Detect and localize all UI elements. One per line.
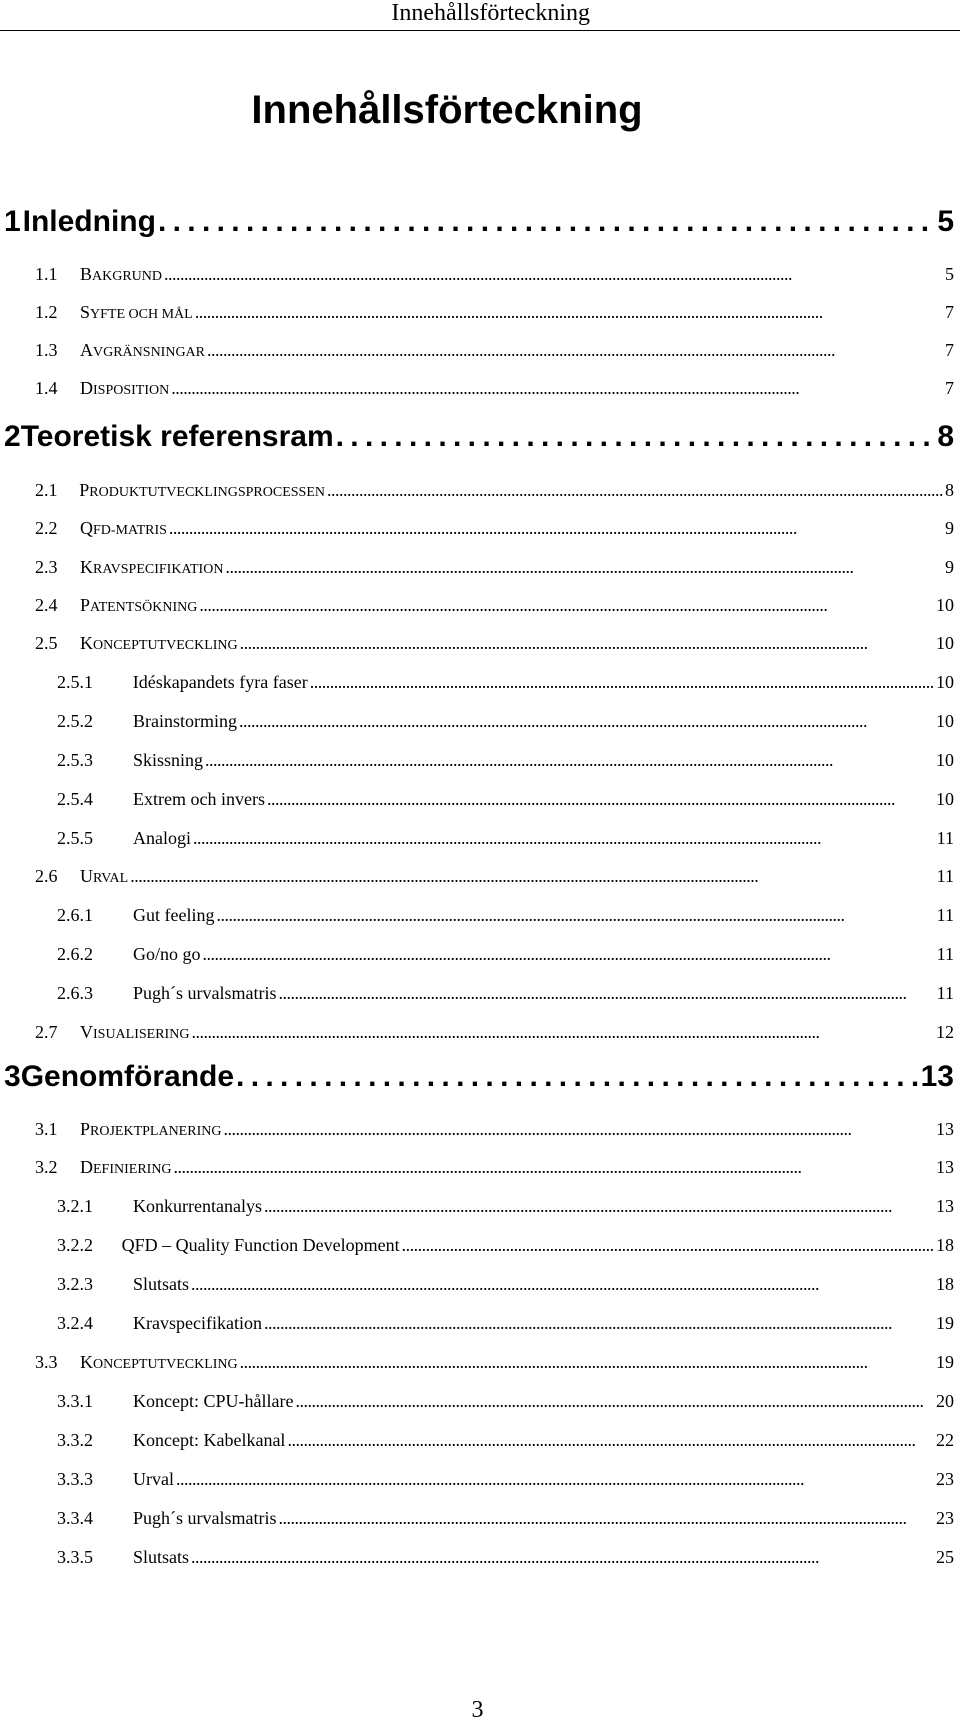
- toc-entry-label: AVGRÄNSNINGAR: [80, 340, 206, 360]
- toc-entry-number: 2.5: [35, 633, 58, 653]
- toc-leader-dots: [199, 595, 934, 616]
- toc-entry[interactable]: [57, 828, 954, 849]
- page-title: Innehållsförteckning: [251, 88, 643, 132]
- toc-entry[interactable]: [35, 302, 954, 323]
- toc-entry-page: 5: [937, 205, 954, 238]
- toc-entry-page: 23: [936, 1508, 954, 1528]
- toc-entry-number: 3.1: [35, 1119, 58, 1139]
- toc-entry[interactable]: [57, 1391, 954, 1412]
- toc-entry[interactable]: [57, 905, 954, 926]
- toc-entry[interactable]: [35, 595, 954, 616]
- toc-entry-page: 13: [936, 1157, 954, 1177]
- toc-entry[interactable]: [57, 1313, 954, 1334]
- toc-entry-label: Pugh´s urvalsmatris: [133, 983, 277, 1003]
- toc-entry-label: PRODUKTUTVECKLINGSPROCESSEN: [79, 480, 325, 500]
- toc-entry-number: 1: [4, 205, 21, 238]
- toc-entry-page: 18: [936, 1274, 954, 1294]
- toc-entry-number: 2.6.1: [57, 905, 93, 925]
- toc-entry[interactable]: [35, 1022, 954, 1043]
- toc-leader-dots: [327, 480, 943, 501]
- toc-entry-label: Idéskapandets fyra faser: [132, 672, 308, 692]
- toc-entry-page: 19: [936, 1352, 954, 1372]
- toc-leader-dots: [191, 1274, 934, 1295]
- toc-entry-page: 11: [936, 866, 954, 886]
- toc-entry-page: 10: [936, 711, 954, 731]
- toc-entry-label: Teoretisk referensram: [20, 420, 334, 453]
- toc-entry[interactable]: [35, 1119, 954, 1140]
- toc-entry-page: 13: [936, 1119, 954, 1139]
- toc-entry-label: Genomförande: [20, 1060, 235, 1093]
- toc-entry-number: 2.6: [35, 866, 58, 886]
- toc-leader-dots: [236, 1060, 919, 1094]
- toc-entry-page: 9: [945, 557, 954, 577]
- toc-leader-dots: [174, 1157, 934, 1178]
- toc-entry-page: 22: [936, 1430, 954, 1450]
- toc-leader-dots: [295, 1391, 934, 1412]
- toc-entry-number: 3.3: [35, 1352, 58, 1372]
- toc-entry[interactable]: [35, 866, 954, 887]
- toc-entry[interactable]: [57, 1508, 954, 1529]
- toc-entry-number: 2.2: [35, 518, 58, 538]
- toc-entry-number: 3.2.4: [57, 1313, 93, 1333]
- toc-entry[interactable]: [0, 205, 954, 239]
- toc-entry-label: Koncept: CPU-hållare: [133, 1391, 294, 1411]
- toc-leader-dots: [176, 1469, 934, 1490]
- toc-entry-label: QFD – Quality Function Development: [121, 1235, 400, 1255]
- toc-entry-number: 2.3: [35, 557, 58, 577]
- toc-entry-page: 7: [945, 378, 954, 398]
- toc-leader-dots: [240, 633, 934, 654]
- toc-leader-dots: [279, 983, 935, 1004]
- toc-entry-label: Pugh´s urvalsmatris: [133, 1508, 277, 1528]
- toc-leader-dots: [207, 340, 943, 361]
- toc-entry-number: 3.2.3: [57, 1274, 93, 1294]
- running-header-title: Innehållsförteckning: [391, 0, 590, 26]
- toc-entry[interactable]: [35, 1157, 954, 1178]
- toc-entry[interactable]: [0, 1060, 954, 1094]
- toc-entry-label: SYFTE OCH MÅL: [80, 302, 193, 322]
- toc-leader-dots: [203, 944, 935, 965]
- toc-leader-dots: [264, 1196, 934, 1217]
- toc-entry-number: 3.3.4: [57, 1508, 93, 1528]
- toc-entry-page: 9: [945, 518, 954, 538]
- toc-leader-dots: [310, 672, 934, 693]
- toc-entry-page: 7: [945, 302, 954, 322]
- toc-entry-label: Koncept: Kabelkanal: [133, 1430, 286, 1450]
- toc-entry-number: 3.3.3: [57, 1469, 93, 1489]
- toc-entry-number: 1.1: [35, 264, 58, 284]
- toc-entry-label: Brainstorming: [133, 711, 237, 731]
- toc-entry-number: 2.5.4: [57, 789, 93, 809]
- toc-entry-number: 2.1: [35, 480, 58, 500]
- toc-entry-label: Slutsats: [133, 1547, 190, 1567]
- toc-entry-number: 1.3: [35, 340, 58, 360]
- toc-entry-page: 19: [936, 1313, 954, 1333]
- toc-entry-page: 25: [936, 1547, 954, 1567]
- toc-entry-label: Kravspecifikation: [133, 1313, 262, 1333]
- toc-entry-page: 10: [936, 789, 954, 809]
- toc-entry-page: 13: [936, 1196, 954, 1216]
- toc-entry[interactable]: [35, 264, 954, 285]
- toc-leader-dots: [336, 420, 936, 454]
- toc-entry[interactable]: [57, 944, 954, 965]
- running-header: [0, 0, 960, 30]
- toc-entry-page: 8: [937, 420, 954, 453]
- toc-entry[interactable]: [35, 518, 954, 539]
- toc-entry-page: 13: [920, 1060, 954, 1093]
- toc-entry[interactable]: [35, 633, 954, 654]
- toc-entry-page: 11: [936, 905, 954, 925]
- toc-leader-dots: [239, 711, 934, 732]
- toc-entry-number: 3.2.1: [57, 1196, 93, 1216]
- toc-entry-number: 2.5.1: [57, 672, 93, 692]
- toc-leader-dots: [164, 264, 943, 285]
- toc-leader-dots: [195, 302, 943, 323]
- toc-entry-number: 2.4: [35, 595, 58, 615]
- toc-entry-label: DISPOSITION: [80, 378, 170, 398]
- toc-leader-dots: [223, 1119, 934, 1140]
- toc-entry-page: 11: [936, 828, 954, 848]
- toc-entry[interactable]: [57, 1547, 954, 1568]
- toc-entry-label: KRAVSPECIFIKATION: [80, 557, 224, 577]
- toc-entry-number: 2.5.3: [57, 750, 93, 770]
- toc-entry-page: 11: [936, 983, 954, 1003]
- toc-entry-page: 10: [936, 672, 954, 692]
- toc-entry-label: Go/no go: [133, 944, 201, 964]
- toc-entry-label: Extrem och invers: [133, 789, 265, 809]
- toc-entry-label: Gut feeling: [133, 905, 215, 925]
- toc-entry-number: 3.3.1: [57, 1391, 93, 1411]
- toc-entry-page: 10: [936, 595, 954, 615]
- toc-entry[interactable]: [35, 557, 954, 578]
- toc-entry-number: 2.6.2: [57, 944, 93, 964]
- toc-entry-label: Inledning: [22, 205, 156, 238]
- toc-entry[interactable]: [35, 340, 954, 361]
- toc-entry-number: 3.3.2: [57, 1430, 93, 1450]
- toc-leader-dots: [169, 518, 943, 539]
- toc-leader-dots: [279, 1508, 935, 1529]
- toc-entry-number: 2.5.5: [57, 828, 93, 848]
- toc-entry[interactable]: [57, 983, 954, 1004]
- toc-entry[interactable]: [57, 1196, 954, 1217]
- toc-entry-number: 2.5.2: [57, 711, 93, 731]
- toc-leader-dots: [216, 905, 934, 926]
- toc-leader-dots: [193, 828, 935, 849]
- toc-entry[interactable]: [35, 378, 954, 399]
- toc-entry[interactable]: [57, 1274, 954, 1295]
- toc-entry[interactable]: [57, 711, 954, 732]
- toc-leader-dots: [191, 1022, 934, 1043]
- toc-entry[interactable]: [57, 750, 954, 771]
- page-number: 3: [471, 1697, 484, 1723]
- toc-entry-page: 7: [945, 340, 954, 360]
- toc-entry-number: 2: [4, 420, 21, 453]
- toc-entry-label: DEFINIERING: [80, 1157, 172, 1177]
- toc-entry-label: KONCEPTUTVECKLING: [80, 1352, 238, 1372]
- toc-entry-number: 3.3.5: [57, 1547, 93, 1567]
- toc-entry-page: 18: [936, 1235, 954, 1255]
- toc-entry[interactable]: [57, 672, 954, 693]
- toc-entry-number: 2.7: [35, 1022, 58, 1042]
- toc-leader-dots: [225, 557, 943, 578]
- header-rule: [0, 30, 960, 31]
- toc-entry-label: Analogi: [133, 828, 191, 848]
- toc-leader-dots: [191, 1547, 934, 1568]
- toc-entry-number: 3.2: [35, 1157, 58, 1177]
- toc-entry[interactable]: [35, 480, 954, 501]
- toc-entry-label: Slutsats: [133, 1274, 190, 1294]
- toc-entry-page: 8: [945, 480, 954, 500]
- toc-entry-page: 12: [936, 1022, 954, 1042]
- toc-entry-page: 10: [936, 750, 954, 770]
- toc-entry-label: BAKGRUND: [80, 264, 163, 284]
- toc-entry-page: 5: [945, 264, 954, 284]
- toc-entry-page: 10: [936, 633, 954, 653]
- toc-entry-label: PROJEKTPLANERING: [80, 1119, 222, 1139]
- toc-leader-dots: [264, 1313, 934, 1334]
- toc-entry-page: 23: [936, 1469, 954, 1489]
- toc-entry-label: Skissning: [133, 750, 204, 770]
- toc-entry[interactable]: [57, 1235, 954, 1256]
- toc-leader-dots: [130, 866, 934, 887]
- toc-entry-number: 1.2: [35, 302, 58, 322]
- toc-entry-label: QFD-MATRIS: [80, 518, 167, 538]
- toc-entry-label: Konkurrentanalys: [133, 1196, 262, 1216]
- toc-entry-label: KONCEPTUTVECKLING: [80, 633, 238, 653]
- toc-entry-label: PATENTSÖKNING: [80, 595, 198, 615]
- toc-leader-dots: [158, 205, 935, 239]
- toc-entry[interactable]: [57, 789, 954, 810]
- toc-leader-dots: [267, 789, 934, 810]
- toc-entry-label: Urval: [133, 1469, 174, 1489]
- toc-entry-number: 3: [4, 1060, 21, 1093]
- toc-entry[interactable]: [57, 1469, 954, 1490]
- toc-entry[interactable]: [0, 420, 954, 454]
- toc-leader-dots: [240, 1352, 934, 1373]
- toc-entry-label: VISUALISERING: [80, 1022, 190, 1042]
- toc-entry[interactable]: [35, 1352, 954, 1373]
- toc-entry-number: 3.2.2: [57, 1235, 93, 1255]
- toc-entry-page: 11: [936, 944, 954, 964]
- toc-leader-dots: [205, 750, 934, 771]
- toc-entry-number: 1.4: [35, 378, 58, 398]
- toc-leader-dots: [171, 378, 943, 399]
- toc-leader-dots: [287, 1430, 934, 1451]
- toc-entry-page: 20: [936, 1391, 954, 1411]
- toc-leader-dots: [402, 1235, 934, 1256]
- toc-entry[interactable]: [57, 1430, 954, 1451]
- toc-entry-number: 2.6.3: [57, 983, 93, 1003]
- toc-entry-label: URVAL: [80, 866, 129, 886]
